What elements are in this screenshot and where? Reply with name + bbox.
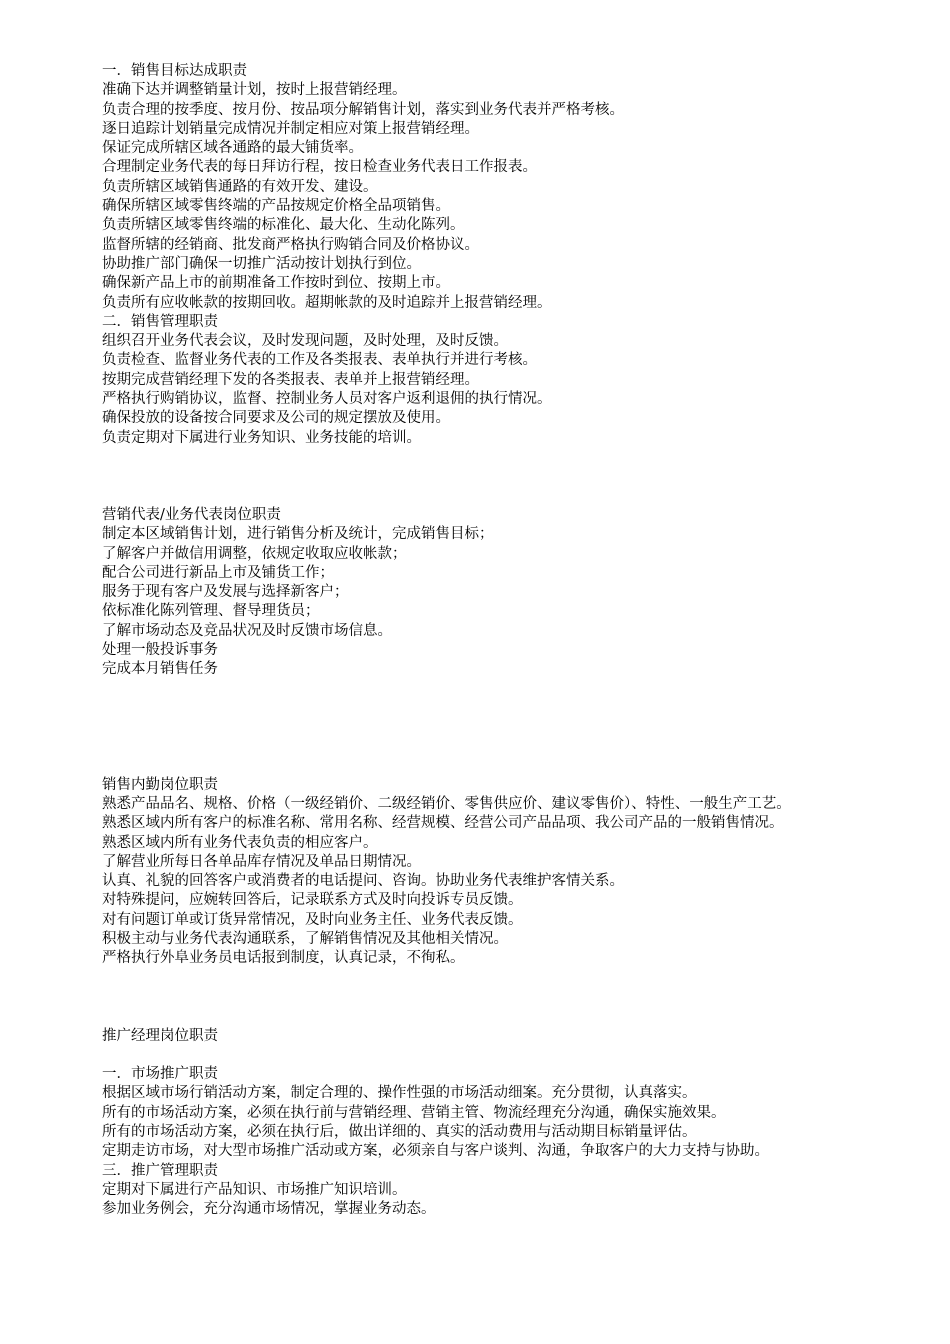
section-sales-rep-duties: [102, 506, 847, 680]
section-heading: 推广经理岗位职责: [102, 1027, 218, 1044]
duty-line: 组织召开业务代表会议，及时发现问题，及时处理，及时反馈。: [102, 333, 508, 350]
duty-line: 认真、礼貌的回答客户或消费者的电话提问、咨询。协助业务代表维护客情关系。: [102, 873, 624, 890]
duty-line: 所有的市场活动方案，必须在执行前与营销经理、营销主管、物流经理充分沟通，确保实施效果。: [102, 1104, 726, 1121]
duty-line: 对有问题订单或订货异常情况，及时向业务主任、业务代表反馈。: [102, 911, 523, 928]
section-sales-manager-duties: [102, 62, 847, 448]
duty-line: 熟悉区域内所有业务代表负责的相应客户。: [102, 834, 378, 851]
duty-line: 负责定期对下属进行业务知识、业务技能的培训。: [102, 429, 421, 446]
duty-line: 对特殊提问，应婉转回答后，记录联系方式及时向投诉专员反馈。: [102, 892, 523, 909]
duty-line: 参加业务例会，充分沟通市场情况，掌握业务动态。: [102, 1201, 436, 1218]
section-sales-admin-duties: [102, 776, 847, 969]
section-heading: 三．推广管理职责: [102, 1162, 218, 1179]
duty-line: 负责合理的按季度、按月份、按品项分解销售计划，落实到业务代表并严格考核。: [102, 101, 624, 118]
spacer: [102, 1046, 847, 1065]
duty-line: 负责检查、监督业务代表的工作及各类报表、表单执行并进行考核。: [102, 352, 537, 369]
duty-line: 积极主动与业务代表沟通联系，了解销售情况及其他相关情况。: [102, 930, 508, 947]
duty-line: 根据区域市场行销活动方案，制定合理的、操作性强的市场活动细案。充分贯彻，认真落实。: [102, 1085, 697, 1102]
section-promotion-manager-duties: [102, 1065, 847, 1219]
duty-line: 保证完成所辖区域各通路的最大铺货率。: [102, 140, 363, 157]
duty-line: 严格执行外阜业务员电话报到制度，认真记录，不徇私。: [102, 950, 465, 967]
duty-line: 合理制定业务代表的每日拜访行程，按日检查业务代表日工作报表。: [102, 159, 537, 176]
section-promotion-manager-title: [102, 1027, 847, 1046]
duty-line: 熟悉区域内所有客户的标准名称、常用名称、经营规模、经营公司产品品项、我公司产品的一般销售情况。: [102, 815, 784, 832]
duty-line: 负责所有应收帐款的按期回收。超期帐款的及时追踪并上报营销经理。: [102, 294, 552, 311]
duty-line: 确保投放的设备按合同要求及公司的规定摆放及使用。: [102, 410, 450, 427]
duty-line: 依标准化陈列管理、督导理货员；: [102, 603, 320, 620]
duty-line: 服务于现有客户及发展与选择新客户；: [102, 584, 349, 601]
duty-line: 了解客户并做信用调整，依规定收取应收帐款；: [102, 545, 407, 562]
section-heading: 营销代表/业务代表岗位职责: [102, 506, 281, 523]
duty-line: 所有的市场活动方案，必须在执行后，做出详细的、真实的活动费用与活动期目标销量评估。: [102, 1124, 697, 1141]
duty-line: 按期完成营销经理下发的各类报表、表单并上报营销经理。: [102, 371, 479, 388]
duty-line: 配合公司进行新品上市及铺货工作；: [102, 564, 334, 581]
spacer: [102, 680, 847, 776]
duty-line: 协助推广部门确保一切推广活动按计划执行到位。: [102, 255, 421, 272]
duty-line: 完成本月销售任务: [102, 661, 218, 678]
duty-line: 确保新产品上市的前期准备工作按时到位、按期上市。: [102, 275, 450, 292]
duty-line: 逐日追踪计划销量完成情况并制定相应对策上报营销经理。: [102, 120, 479, 137]
duty-line: 确保所辖区域零售终端的产品按规定价格全品项销售。: [102, 198, 450, 215]
document-page: [102, 62, 847, 1220]
duty-line: 熟悉产品品名、规格、价格（一级经销价、二级经销价、零售供应价、建议零售价）、特性、一般生产工艺。: [102, 795, 791, 812]
duty-line: 了解营业所每日各单品库存情况及单品日期情况。: [102, 853, 421, 870]
section-heading: 一．销售目标达成职责: [102, 63, 247, 79]
duty-line: 准确下达并调整销量计划，按时上报营销经理。: [102, 82, 407, 99]
spacer: [102, 969, 847, 1027]
duty-line: 负责所辖区域零售终端的标准化、最大化、生动化陈列。: [102, 217, 465, 234]
section-heading: 一．市场推广职责: [102, 1066, 218, 1083]
duty-line: 定期走访市场，对大型市场推广活动或方案，必须亲自与客户谈判、沟通，争取客户的大力支持与协助。: [102, 1143, 769, 1160]
duty-line: 监督所辖的经销商、批发商严格执行购销合同及价格协议。: [102, 236, 479, 253]
duty-line: 定期对下属进行产品知识、市场推广知识培训。: [102, 1181, 407, 1198]
duty-line: 了解市场动态及竞品状况及时反馈市场信息。: [102, 622, 392, 639]
duty-line: 制定本区域销售计划，进行销售分析及统计，完成销售目标；: [102, 526, 494, 543]
duty-line: 严格执行购销协议，监督、控制业务人员对客户返利退佣的执行情况。: [102, 391, 552, 408]
duty-line: 负责所辖区域销售通路的有效开发、建设。: [102, 178, 378, 195]
section-heading: 销售内勤岗位职责: [102, 776, 218, 793]
duty-line: 处理一般投诉事务: [102, 642, 218, 659]
section-heading: 二．销售管理职责: [102, 313, 218, 330]
spacer: [102, 448, 847, 506]
